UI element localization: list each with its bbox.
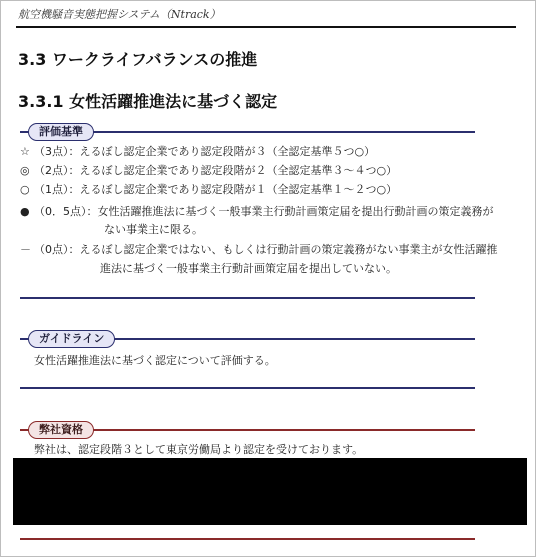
guideline-label: ガイドライン <box>28 330 115 348</box>
criteria-item <box>20 162 397 180</box>
criteria-text: （2点）：えるぼし認定企業であり認定段階が２（全認定基準３～４つ○） <box>34 164 398 177</box>
criteria-continuation: ない事業主に限る。 <box>104 223 203 236</box>
qualification-text: 弊社は、認定段階３として東京労働局より認定を受けております。 <box>34 443 364 456</box>
criteria-item <box>20 181 397 199</box>
criteria-header <box>20 123 475 141</box>
criteria-continuation: 進法に基づく一般事業主行動計画策定届を提出していない。 <box>100 262 397 275</box>
criteria-item <box>20 203 494 221</box>
filled-circle-icon: ● <box>20 205 30 218</box>
criteria-divider <box>20 297 475 299</box>
system-name-header: 航空機騒音実態把握システム（Ntrack） <box>18 8 221 21</box>
criteria-label: 評価基準 <box>28 123 94 141</box>
qualification-divider <box>20 538 475 540</box>
guideline-text: 女性活躍推進法に基づく認定について評価する。 <box>34 354 276 367</box>
subsection-title: 3.3.1 女性活躍推進法に基づく認定 <box>18 92 278 111</box>
criteria-text: （3点）：えるぼし認定企業であり認定段階が３（全認定基準５つ○） <box>34 145 376 158</box>
guideline-header <box>20 330 475 348</box>
white-star-icon: ☆ <box>20 145 30 158</box>
guideline-divider <box>20 387 475 389</box>
criteria-item <box>20 241 498 259</box>
criteria-item <box>20 143 375 161</box>
circle-icon: ○ <box>20 183 30 196</box>
section-title: 3.3 ワークライフバランスの推進 <box>18 50 258 69</box>
criteria-text: （1点）：えるぼし認定企業であり認定段階が１（全認定基準１～２つ○） <box>34 183 398 196</box>
qualification-label: 弊社資格 <box>28 421 94 439</box>
criteria-text: （0．5点）：女性活躍推進法に基づく一般事業主行動計画策定届を提出行動計画の策定義務が <box>34 205 494 218</box>
criteria-text: （0点）：えるぼし認定企業ではない、もしくは行動計画の策定義務がない事業主が女性活躍推 <box>34 243 498 256</box>
qualification-header <box>20 421 475 439</box>
redaction-block <box>13 458 527 525</box>
dash-icon: － <box>20 243 31 256</box>
header-divider <box>16 26 516 28</box>
double-circle-icon: ◎ <box>20 164 30 177</box>
